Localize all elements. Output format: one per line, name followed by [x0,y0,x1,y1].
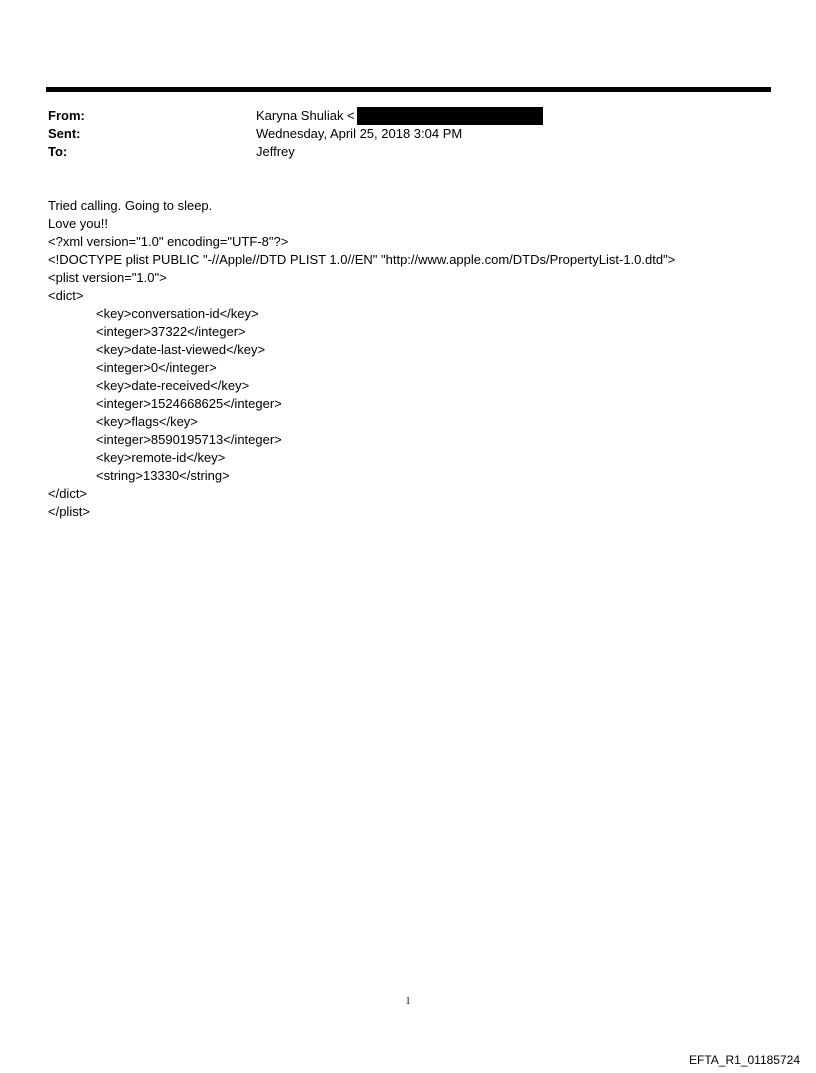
body-line: </plist> [48,504,90,519]
body-line: <key>flags</key> [96,414,198,429]
from-sender-name: Karyna Shuliak < [256,108,355,123]
sent-value: Wednesday, April 25, 2018 3:04 PM [256,126,463,141]
message-body [48,197,788,521]
body-line: <?xml version="1.0" encoding="UTF-8"?> [48,234,289,249]
header-divider-rule [46,87,771,92]
to-row [48,143,748,161]
body-line: <integer>1524668625</integer> [96,396,282,411]
to-label: To: [48,144,68,159]
body-line: <plist version="1.0"> [48,270,167,285]
body-line: <key>conversation-id</key> [96,306,259,321]
sent-label: Sent: [48,126,81,141]
body-line: <key>remote-id</key> [96,450,226,465]
body-line: <string>13330</string> [96,468,230,483]
body-line: <key>date-received</key> [96,378,250,393]
body-line: Tried calling. Going to sleep. [48,198,213,213]
sent-row [48,125,748,143]
body-line: </dict> [48,486,88,501]
bates-number: EFTA_R1_01185724 [689,1053,800,1067]
body-line: <key>date-last-viewed</key> [96,342,266,357]
body-line: <integer>37322</integer> [96,324,246,339]
from-label: From: [48,108,85,123]
body-line: <!DOCTYPE plist PUBLIC "-//Apple//DTD PLIST 1.0//EN" "http://www.apple.com/DTDs/PropertyList-1.0.dtd"> [48,252,676,267]
from-row [48,107,748,125]
page-number: 1 [405,996,411,1007]
body-line: Love you!! [48,216,108,231]
from-value [256,107,543,125]
body-line: <integer>0</integer> [96,360,217,375]
body-line: <dict> [48,288,84,303]
redaction-box [357,107,543,125]
to-value: Jeffrey [256,144,295,159]
body-line: <integer>8590195713</integer> [96,432,282,447]
